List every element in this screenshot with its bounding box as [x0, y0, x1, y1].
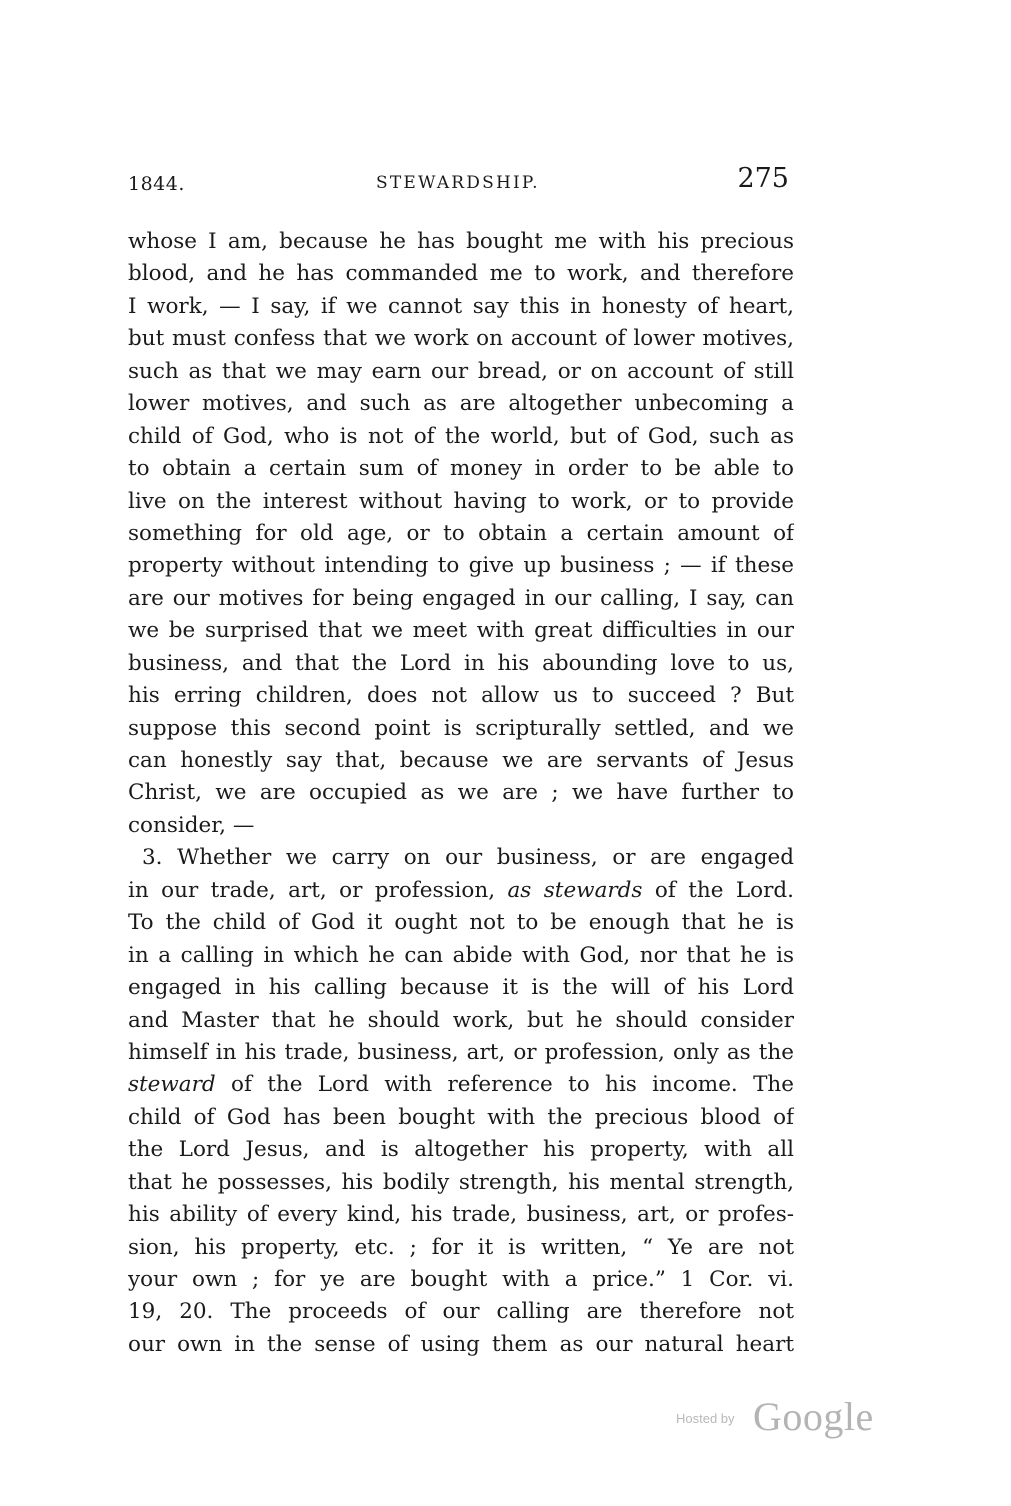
text-line: child of God, who is not of the world, but of God, such as [128, 423, 794, 449]
text-line: To the child of God it ought not to be enough that he is [128, 910, 794, 936]
text-line [128, 1069, 794, 1101]
text-line: property without intending to give up business ; — if these [128, 553, 794, 579]
text-line: Christ, we are occupied as we are ; we have further to [128, 780, 794, 806]
italic-phrase: as stewards [507, 877, 643, 903]
text-line: I work, — I say, if we cannot say this in honesty of heart, [128, 293, 794, 319]
watermark-hosted-by: Hosted by [676, 1411, 735, 1426]
text-line: in a calling in which he can abide with God, nor that he is [128, 942, 794, 968]
text-run: of the Lord with reference to his income. The [215, 1072, 794, 1098]
text-line: engaged in his calling because it is the will of his Lord [128, 975, 794, 1001]
text-line: your own ; for ye are bought with a price.” 1 Cor. vi. [128, 1267, 794, 1292]
text-line: his ability of every kind, his trade, business, art, or profes- [128, 1202, 794, 1228]
text-line: we be surprised that we meet with great difficulties in our [128, 618, 794, 644]
text-line: himself in his trade, business, art, or profession, only as the [128, 1039, 794, 1065]
text-line: 19, 20. The proceeds of our calling are therefore not [128, 1299, 794, 1325]
page-number: 275 [737, 163, 789, 194]
text-line: something for old age, or to obtain a certain amount of [128, 520, 794, 546]
text-line: lower motives, and such as are altogether unbecoming a [128, 391, 794, 417]
text-line: our own in the sense of using them as our natural heart [128, 1331, 794, 1357]
text-line: whose I am, because he has bought me with his precious [128, 229, 794, 254]
text-run: of the Lord. [642, 877, 794, 903]
text-line: live on the interest without having to work, or to provide [128, 488, 794, 514]
text-line: the Lord Jesus, and is altogether his property, with all [128, 1137, 794, 1163]
text-line: can honestly say that, because we are servants of Jesus [128, 748, 794, 773]
text-line: consider, — [128, 812, 255, 838]
hosted-by-google-watermark [676, 1393, 886, 1439]
text-line: to obtain a certain sum of money in order to be able to [128, 456, 794, 482]
text-line: are our motives for being engaged in our calling, I say, can [128, 585, 794, 611]
text-line: and Master that he should work, but he should consider [128, 1007, 794, 1033]
text-line: that he possesses, his bodily strength, his mental strength, [128, 1169, 794, 1195]
text-line [128, 875, 794, 907]
google-logo: Google [753, 1394, 874, 1439]
text-line: business, and that the Lord in his abounding love to us, [128, 650, 794, 676]
text-line: blood, and he has commanded me to work, and therefore [128, 261, 794, 287]
body-text [128, 226, 794, 1361]
text-run: in our trade, art, or profession, [128, 877, 508, 903]
text-line: suppose this second point is scripturally settled, and we [128, 715, 794, 741]
running-head [128, 163, 791, 203]
text-line: 3. Whether we carry on our business, or are engaged [142, 845, 794, 871]
text-line: such as that we may earn our bread, or on account of still [128, 358, 794, 384]
italic-phrase: steward [128, 1072, 216, 1098]
header-year: 1844. [128, 173, 185, 195]
text-line: his erring children, does not allow us to succeed ? But [128, 683, 794, 709]
text-line: sion, his property, etc. ; for it is written, “ Ye are not [128, 1234, 794, 1260]
header-title: STEWARDSHIP. [376, 173, 540, 193]
text-line: child of God has been bought with the precious blood of [128, 1104, 794, 1130]
text-line: but must confess that we work on account of lower motives, [128, 326, 794, 352]
